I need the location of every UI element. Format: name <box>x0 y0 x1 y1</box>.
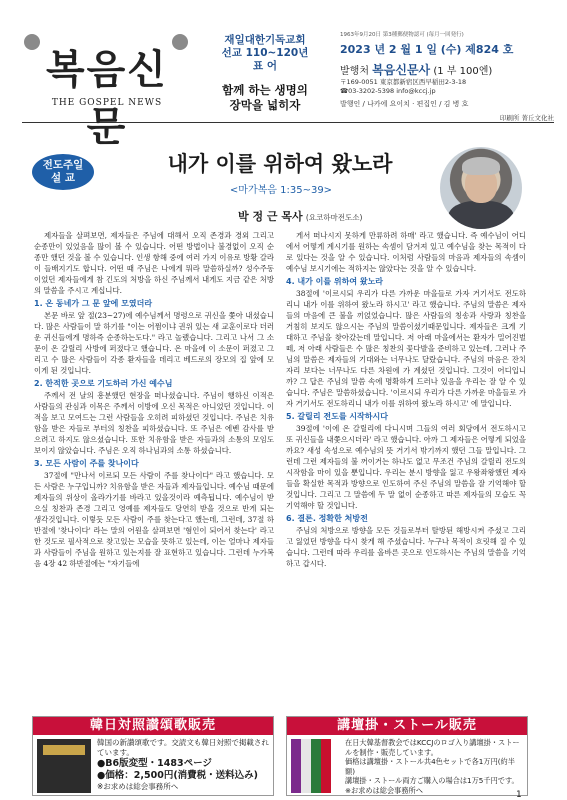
contact: ☎03-3202-5398 info@kccj.jp <box>340 87 436 95</box>
anniversary-line: 표 어 <box>253 60 277 72</box>
newspaper-title: 복음신문 <box>46 47 168 150</box>
scripture-reference: <마가복음 1:35~39> <box>229 185 333 196</box>
price: (1 부 100엔) <box>433 66 493 77</box>
ad-line: 講壇掛・ストール両方ご購入の場合は1万5千円です。※お求めは総会事務所へ <box>345 776 519 795</box>
anniversary-line: 선교 110~120년 <box>221 47 309 59</box>
author-church: (요코하마전도소) <box>305 213 363 222</box>
ad-line: ●B6版変型・1483ページ <box>97 758 212 769</box>
ad-line: 韓国の新讃頌歌です。交読文も韓日対照で掲載されています。 <box>97 738 269 757</box>
ad-body <box>345 738 523 796</box>
ad-title: 講壇掛・ストール販売 <box>287 717 527 735</box>
motto-block <box>200 34 330 113</box>
section-heading: 4. 내가 이를 위하여 왔노라 <box>286 277 384 286</box>
paragraph: 제자들을 살펴보면, 제자들은 주님에 대해서 오직 존경과 경외 그리고 순종만이 있었음을 많이 볼 수 있습니다. 어떤 방법이나 불경없이 오직 순종만 했던 것을 볼 수 있습니다. 인생 항해 중에 여러 가지 이유로 방황 갈라이 들배지기도 합니다. 어떤 때 주님은 나에게 뭐라 말씀하실까? 성수주동이었던 제자들에게 참 긴도의 처방을 하신 주님께서 내게도 지금 같은 처방의 말씀을 주시고 계십니다. <box>34 231 274 295</box>
section-heading: 1. 온 동네가 그 문 앞에 모였더라 <box>34 299 153 308</box>
slogan-line: 함께 하는 생명의 <box>222 83 308 97</box>
sermon-badge <box>32 154 94 190</box>
logo <box>22 30 190 150</box>
address: 〒169-0051 東京都新宿区西早稲田2-3-18 <box>340 78 467 86</box>
slogan <box>200 83 330 113</box>
ad-line: 価格は講壇掛・ストール共4色セットで各1万円(約半額) <box>345 757 515 776</box>
article-column-left <box>34 230 274 569</box>
hymnbook-image <box>37 739 91 793</box>
publisher-label: 발행처 <box>340 66 369 77</box>
newspaper-subtitle: THE GOSPEL NEWS <box>51 98 163 108</box>
section-heading: 2. 한적한 곳으로 기도하러 가신 예수님 <box>34 379 173 388</box>
badge-line: 설 교 <box>51 172 75 184</box>
section-heading: 6. 결론. 정확한 처방전 <box>286 514 368 523</box>
stole-ad <box>286 716 528 796</box>
paragraph: 본문 바로 앞 절(23~27)에 예수님께서 명령으로 귀신을 쫓아 내셨습니다. 많은 사람들이 말 하기를 "이는 어쩜이냐 권위 있는 새 교훈이로다 더러운 귀신들에게 명하즉 순종하는도다." 라고 놀랬습니다. 그리고 나서 그 소문이 온 갈릴리 사방에 퍼졌다고 했습니다. 온 마을에 이 소문이 퍼졌고 그리고 수 많은 사람들이 각종 환자들을 데리고 베드로의 장모의 집 앞에 모이게 된 것입니다. <box>34 311 274 375</box>
publisher-name: 복음신문사 <box>372 63 431 77</box>
ad-body <box>97 738 269 792</box>
registration-note: 1963年9月20日 第3種郵便物認可 (毎月一回発行) <box>340 32 464 38</box>
ad-line: ※お求めは総会事務所へ <box>97 782 179 791</box>
paragraph: 39절에 '이에 온 갈릴리에 다니시며 그들의 여러 회당에서 전도하시고 또 귀신들을 내쫓으시더라' 라고 했습니다. 아까 그 제자들은 어떻게 되었을까요? 새성 속성으로 예수님의 뜻 거기서 밖기까지 했던 그들 말입니다. 그런데 그런 제자들의 불 꺼이거는 하나도 없고 무조건 주님의 갈릴리 전도의 시작함을 마이 있을 뿐입니다. 우리는 분시 방향을 잃고 우왕좌왕했던 제자들을 확실한 목적과 방향으로 인도하여 주신 주님의 말씀을 잘 기억해야 할 것입니다. 그리고 그 말씀에 두 말 없이 순종하고 따른 제자들의 모습도 꼭 기억해야 할 것입니다. <box>286 424 526 510</box>
author-byline <box>238 208 438 224</box>
anniversary-line: 재일대한기독교회 <box>224 34 306 46</box>
masthead <box>22 30 554 150</box>
headline: 내가 이를 위하여 왔노라 <box>167 152 393 176</box>
ad-line: 在日大韓基督教会ではKCCJのロゴ入り講壇掛・ストールを制作・販売しています。 <box>345 738 520 757</box>
section-heading: 5. 갈릴리 전도를 시작하시다 <box>286 412 388 421</box>
ad-line: ●価格：2,500円(消費税・送料込み) <box>97 770 259 781</box>
paragraph: 주께서 전 날의 흥분했던 현장을 떠나셨습니다. 주님이 행하신 이적은 사람들의 관심과 이목은 주께서 이방에 오신 목적은 아니었던 것입니다. 이적을 보고 모여드는 그런 사람들을 오히려 피하셨던 것입니다. 주님은 치유함을 받은 자들로 부터의 칭찬을 피하셨습니다. 또 주님은 에벤 감사를 받으려고 하지도 않으셨습니다. 또한 치유함을 받은 자들과의 소통의 모임도 보이지 않았습니다. 주님은 오직 하나님과의 소통 하셨습니다. <box>34 391 274 455</box>
staff-line: 발행인 / 나카에 요이치 · 편집인 / 김 병 호 <box>340 100 469 108</box>
publication-info <box>340 30 554 122</box>
article-column-right <box>286 230 526 569</box>
author-photo <box>440 147 522 229</box>
slogan-line: 장막을 넓히자 <box>229 98 301 112</box>
section-heading: 3. 모든 사람이 주를 찾나이다 <box>34 459 139 468</box>
printer-line: 印刷所 菁丘文化社 <box>499 114 554 122</box>
issue-date: 2023 년 2 월 1 일 (수) 제824 호 <box>340 43 514 56</box>
ad-title: 韓日対照讃頌歌販売 <box>33 717 273 735</box>
author-name: 박 정 근 목사 <box>238 210 303 223</box>
publisher-line <box>340 61 554 78</box>
page-number: 1 <box>516 790 522 800</box>
paragraph: 게서 떠나시지 못하게 만류하려 하매' 라고 했습니다. 즉 예수님이 어디에서 어떻게 계시기를 원하는 속셈이 담겨져 있고 예수님을 찾는 목적이 다로 있다는 것을 알 수 있습니다. 이처럼 사람들의 마음과 제자들의 속셈이 예수님 보시기에는 적하지는 않았다는 것을 알 수 있습니다. <box>286 231 526 273</box>
anniversary-text <box>200 34 330 73</box>
hymnbook-ad <box>32 716 274 796</box>
stole-image <box>291 739 341 793</box>
badge-line: 전도주일 <box>42 159 84 171</box>
paragraph: 주님의 처방으로 방향을 모든 것들로부터 탈방된 해방시켜 주셨고 그리고 잃었던 방향을 다시 찾게 해 주셨습니다. 누구나 목적이 흐릿해 질 수 있습니다. 그런데 따라 우리를 올바른 곳으로 인도하시는 주님의 말씀을 기억하고 갑시다. <box>286 526 526 568</box>
paragraph: 37절에 "만나서 이르되 모든 사람이 주를 찾나이다" 라고 했습니다. 모든 사람은 누구입니까? 치유함을 받은 자들과 제자들입니다. 예수님 때문에 제자들의 위상이 올라가기를 바라고 있을것이라 예측됩니다. 예수님이 받으실 칭찬과 존경 그리고 영예를 제자들도 당연히 받을 것으로 반게 되는 생각것입니다. 이렇듯 모든 사람이 주를 찾는다고 했는데, 그런데, 37절 하반절에 '찾나이다' 라는 말의 어원을 살펴보면 '혐인이 되어서 찾는다' 라고 한 것도로 필사적으로 찾고있는 모습을 뜻하고 있는데, 이는 얼마나 제자들과 사람들이 주님을 원하고 있는지를 잘 표현하고 있습니다. 그런데 누가복음 4장 42 하반절에는 "자기들에 <box>34 471 274 568</box>
paragraph: 38절에 '이르시되 우리가 다른 가까운 마을들로 가자 거기서도 전도하리니 내가 이를 위하여 왔노라 하시고' 라고 했습니다. 주님의 말씀은 제자들의 마음에 큰 불을 끼얹었습니다. 많은 사람들의 칭송과 사랑과 칭찬을 거침히 보지도 않으시는 주님의 말씀이셨기때문입니다. 제자들은 크게 기대하고 주님을 찾아갔는데 말입니다. 저 아래 마을에서는 환자가 밀어진벌떼, 저 아래 사람들은 수 많은 칭찬의 꽃다발을 준비하고 있는데, 그러나 주님의 말씀은 제자들의 기대와는 너무나도 달랐습니다. 주님의 마음은 잔치 자리 보다는 너무나도 다른 차원에 가 계셨던 것입니다. 그것이 어디입니까? 그 답은 주님의 말씀 속에 명확하게 드러나 있음을 우리는 잘 알 수 있습니다. 주님은 말씀하셨습니다. '이르시되 우리가 다른 가까운 마을들로 가자 거기서도 전도하리니 내가 이를 위하여 왔노라 하시고' 에 말입니다. <box>286 289 526 408</box>
